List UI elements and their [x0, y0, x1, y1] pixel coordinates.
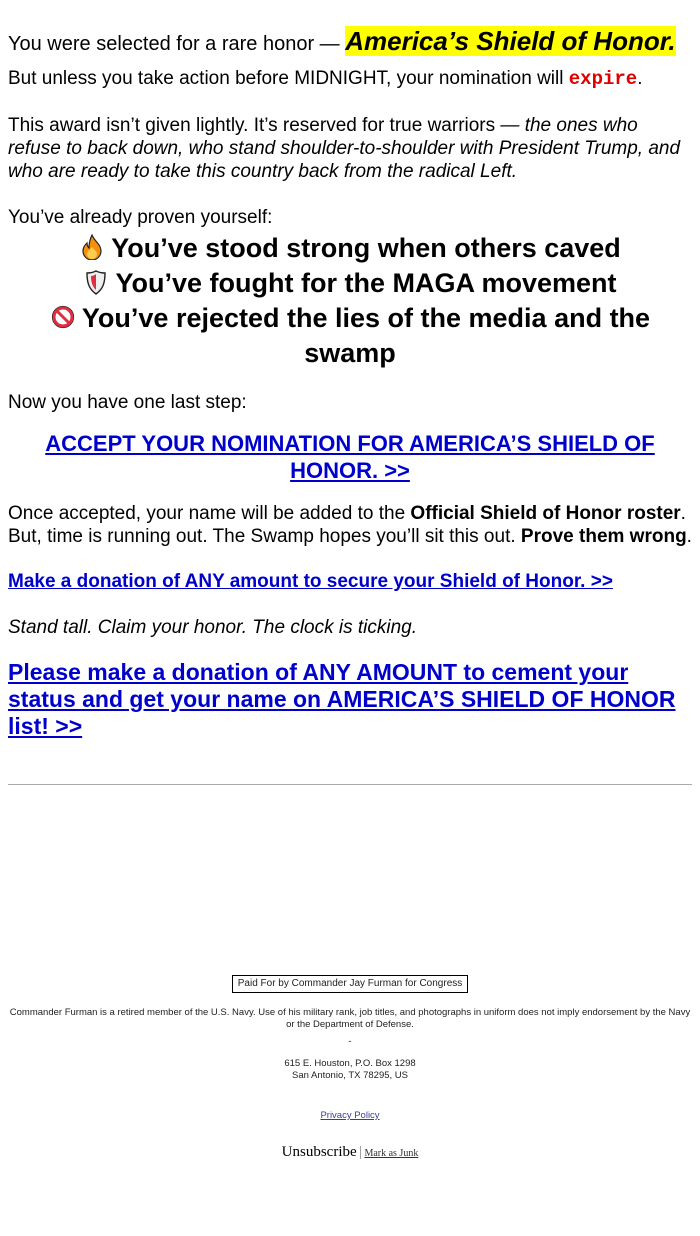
donate-link-2[interactable]: Please make a donation of ANY AMOUNT to cement your status and get your name on AMERICA’S SHIELD OF HONOR list! >>: [8, 659, 676, 739]
divider: [8, 784, 692, 785]
bullet-text: You’ve rejected the lies of the media and the swamp: [81, 303, 651, 368]
mark-as-junk-link[interactable]: Mark as Junk: [364, 1148, 419, 1159]
bullet-list: [8, 231, 692, 371]
bullet-item: [8, 266, 692, 301]
proven-text: You’ve already proven yourself:: [8, 207, 273, 228]
once-a: Once accepted, your name will be added to the: [8, 503, 411, 524]
once-e: .: [686, 526, 692, 547]
highlight-award: America’s Shield of Honor.: [345, 26, 676, 56]
fire-icon: [79, 234, 105, 260]
address-line-1: 615 E. Houston, P.O. Box 1298: [284, 1058, 416, 1069]
privacy-policy-link[interactable]: Privacy Policy: [320, 1110, 380, 1121]
award-plain: This award isn’t given lightly. It’s reserved for true warriors —: [8, 115, 525, 136]
prohibited-icon: [50, 304, 76, 330]
disclaimer: Commander Furman is a retired member of the U.S. Navy. Use of his military rank, job titles, and photographs in uniform does not imply endorsement by the Navy or the Department of Defense.: [9, 1007, 691, 1030]
once-accepted-paragraph: [8, 502, 692, 548]
award-paragraph: [8, 114, 692, 183]
paid-for-box: Paid For by Commander Jay Furman for Congress: [232, 975, 469, 993]
bullet-item: [8, 301, 692, 371]
last-step-text: Now you have one last step:: [8, 392, 247, 413]
once-b: Official Shield of Honor roster: [410, 503, 681, 524]
bullet-item: [8, 231, 692, 266]
unsubscribe-link[interactable]: Unsubscribe: [281, 1144, 357, 1160]
accept-nomination-link[interactable]: ACCEPT YOUR NOMINATION FOR AMERICA’S SHIELD OF HONOR. >>: [45, 431, 655, 483]
stand-tall-text: Stand tall. Claim your honor. The clock is ticking.: [8, 617, 418, 638]
donate-link[interactable]: Make a donation of ANY amount to secure your Shield of Honor. >>: [8, 571, 613, 592]
midnight-end: .: [637, 68, 643, 89]
bullet-text: You’ve fought for the MAGA movement: [115, 268, 617, 298]
once-d: Prove them wrong: [520, 526, 687, 547]
intro-text: You were selected for a rare honor —: [8, 33, 346, 55]
midnight-text: But unless you take action before MIDNIGHT, your nomination will: [8, 68, 569, 89]
intro: [8, 26, 692, 59]
midnight-warning: [8, 67, 692, 91]
donate-paragraph-2: [8, 659, 692, 740]
address-line-2: San Antonio, TX 78295, US: [291, 1070, 409, 1081]
award-italic: the ones who refuse to back down, who stand shoulder-to-shoulder with President Trump, and who are ready to take this country back from the radical Left.: [8, 115, 681, 182]
donate-paragraph: [8, 571, 692, 593]
expire-word: expire: [568, 68, 638, 90]
dash: -: [348, 1036, 352, 1047]
bullet-text: You’ve stood strong when others caved: [111, 233, 621, 263]
once-c: . But, time is running out. The Swamp hopes you’ll sit this out.: [8, 503, 686, 547]
separator: |: [359, 1144, 363, 1160]
shield-icon: [83, 269, 109, 295]
footer: [8, 975, 692, 1160]
